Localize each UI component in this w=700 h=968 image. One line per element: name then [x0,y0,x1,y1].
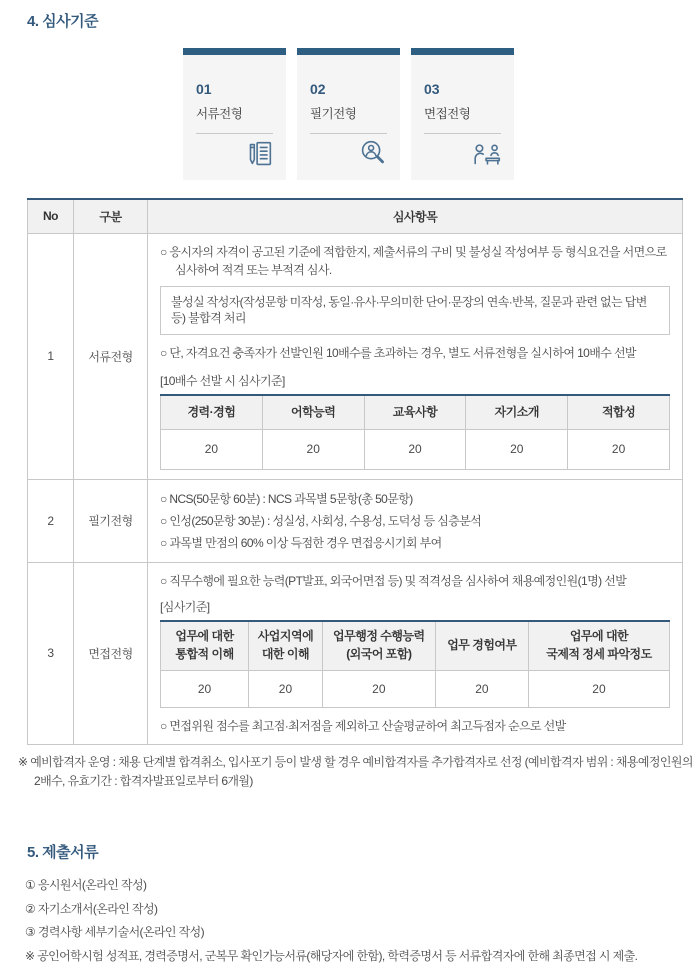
criteria-table-header-row [28,199,683,233]
score-col-header: 자기소개 [466,395,568,429]
header-category: 구분 [74,199,148,233]
row-no: 3 [28,562,74,745]
row-category: 필기전형 [74,479,148,562]
card-divider [310,133,387,134]
bullet-text: ○ 응시자의 자격이 공고된 기준에 적합한지, 제출서류의 구비 및 불성실 작성여부 등 형식요건을 서면으로 심사하여 적격 또는 부적격 심사. [160,244,667,277]
header-items: 심사항목 [148,199,683,233]
score-col-header: 업무행정 수행능력 (외국어 포함) [322,621,435,671]
score-col-header: 사업지역에 대한 이해 [249,621,323,671]
score-col-header: 적합성 [568,395,670,429]
row-no: 1 [28,233,74,479]
card-label: 서류전형 [196,107,243,121]
score-value: 20 [568,429,670,469]
list-item: ① 응시원서(온라인 작성) [25,878,147,893]
card-number: 02 [310,81,326,97]
row-category: 서류전형 [74,233,148,479]
disqualification-note-box: 불성실 작성자(작성문항 미작성, 동일·유사·무의미한 단어·문장의 연속·반복, 질문과 관련 없는 답변 등) 불합격 처리 [160,286,670,336]
subtable-label: [심사기준] [160,599,210,614]
score-value: 20 [364,429,466,469]
row-category: 면접전형 [74,562,148,745]
score-value: 20 [262,429,364,469]
score-col-header: 교육사항 [364,395,466,429]
score-col-header: 경력·경험 [161,395,263,429]
bullet-text: ○ 단, 자격요건 충족자가 선발인원 10배수를 초과하는 경우, 별도 서류전형을 실시하여 10배수 선발 [160,346,636,361]
header-no: No [28,199,74,233]
criteria-table [27,198,683,745]
card-top-bar [411,48,514,55]
interview-score-table [160,620,670,709]
reserve-candidates-footnote: ※ 예비합격자 운영 : 채용 단계별 합격취소, 입사포기 등이 발생 할 경우 예비합격자를 추가합격자로 선정 (예비합격자 범위 : 채용예정인원의 2배수, 유효기간 : 합격자발표일로부터 6개월) [18,755,693,789]
card-divider [196,133,273,134]
card-label: 필기전형 [310,107,357,121]
score-value: 20 [161,671,249,708]
list-item: ③ 경력사항 세부기술서(온라인 작성) [25,925,205,940]
bullet-text: ○ 과목별 만점의 60% 이상 득점한 경우 면접응시기회 부여 [160,535,442,550]
score-col-header: 업무 경험여부 [435,621,528,671]
process-card-document-screening [183,48,286,180]
document-pen-icon [242,137,276,171]
section-title-submission-documents: 5. 제출서류 [27,844,99,862]
score-value: 20 [322,671,435,708]
bullet-text: ○ NCS(50문항 60분) : NCS 과목별 5문항(총 50문항) [160,491,413,506]
score-value: 20 [466,429,568,469]
bullet-text: ○ 인성(250문항 30분) : 성실성, 사회성, 수용성, 도덕성 등 심층분석 [160,513,482,528]
row-no: 2 [28,479,74,562]
score-col-header: 업무에 대한 국제적 정세 파악정도 [528,621,669,671]
card-number: 03 [424,81,440,97]
score-col-header: 업무에 대한 통합적 이해 [161,621,249,671]
list-item: ※ 공인어학시험 성적표, 경력증명서, 군복무 확인가능서류(해당자에 한함), 학력증명서 등 서류합격자에 한해 최종면접 시 제출. [25,948,638,963]
score-value: 20 [435,671,528,708]
list-item: ② 자기소개서(온라인 작성) [25,901,158,916]
score-value: 20 [528,671,669,708]
score-value: 20 [249,671,323,708]
process-cards [183,48,700,180]
process-card-written-exam [297,48,400,180]
screening-score-table [160,394,670,470]
bullet-text: ○ 직무수행에 필요한 능력(PT발표, 외국어면접 등) 및 적격성을 심사하여 채용예정인원(1명) 선발 [160,573,627,588]
row-written-exam [28,479,683,562]
card-number: 01 [196,81,212,97]
subtable-label: [10배수 선발 시 심사기준] [160,374,285,389]
bullet-text: ○ 면접위원 점수를 최고점·최저점을 제외하고 산술평균하여 최고득점자 순으로 선발 [160,719,566,734]
process-card-interview [411,48,514,180]
card-top-bar [297,48,400,55]
interview-people-icon [470,137,504,171]
card-top-bar [183,48,286,55]
score-col-header: 어학능력 [262,395,364,429]
card-divider [424,133,501,134]
score-value: 20 [161,429,263,469]
row-interview [28,562,683,745]
submission-document-list [25,874,700,968]
magnifier-person-icon [356,137,390,171]
section-title-evaluation-criteria: 4. 심사기준 [27,13,99,30]
card-label: 면접전형 [424,107,471,121]
row-document-screening [28,233,683,479]
